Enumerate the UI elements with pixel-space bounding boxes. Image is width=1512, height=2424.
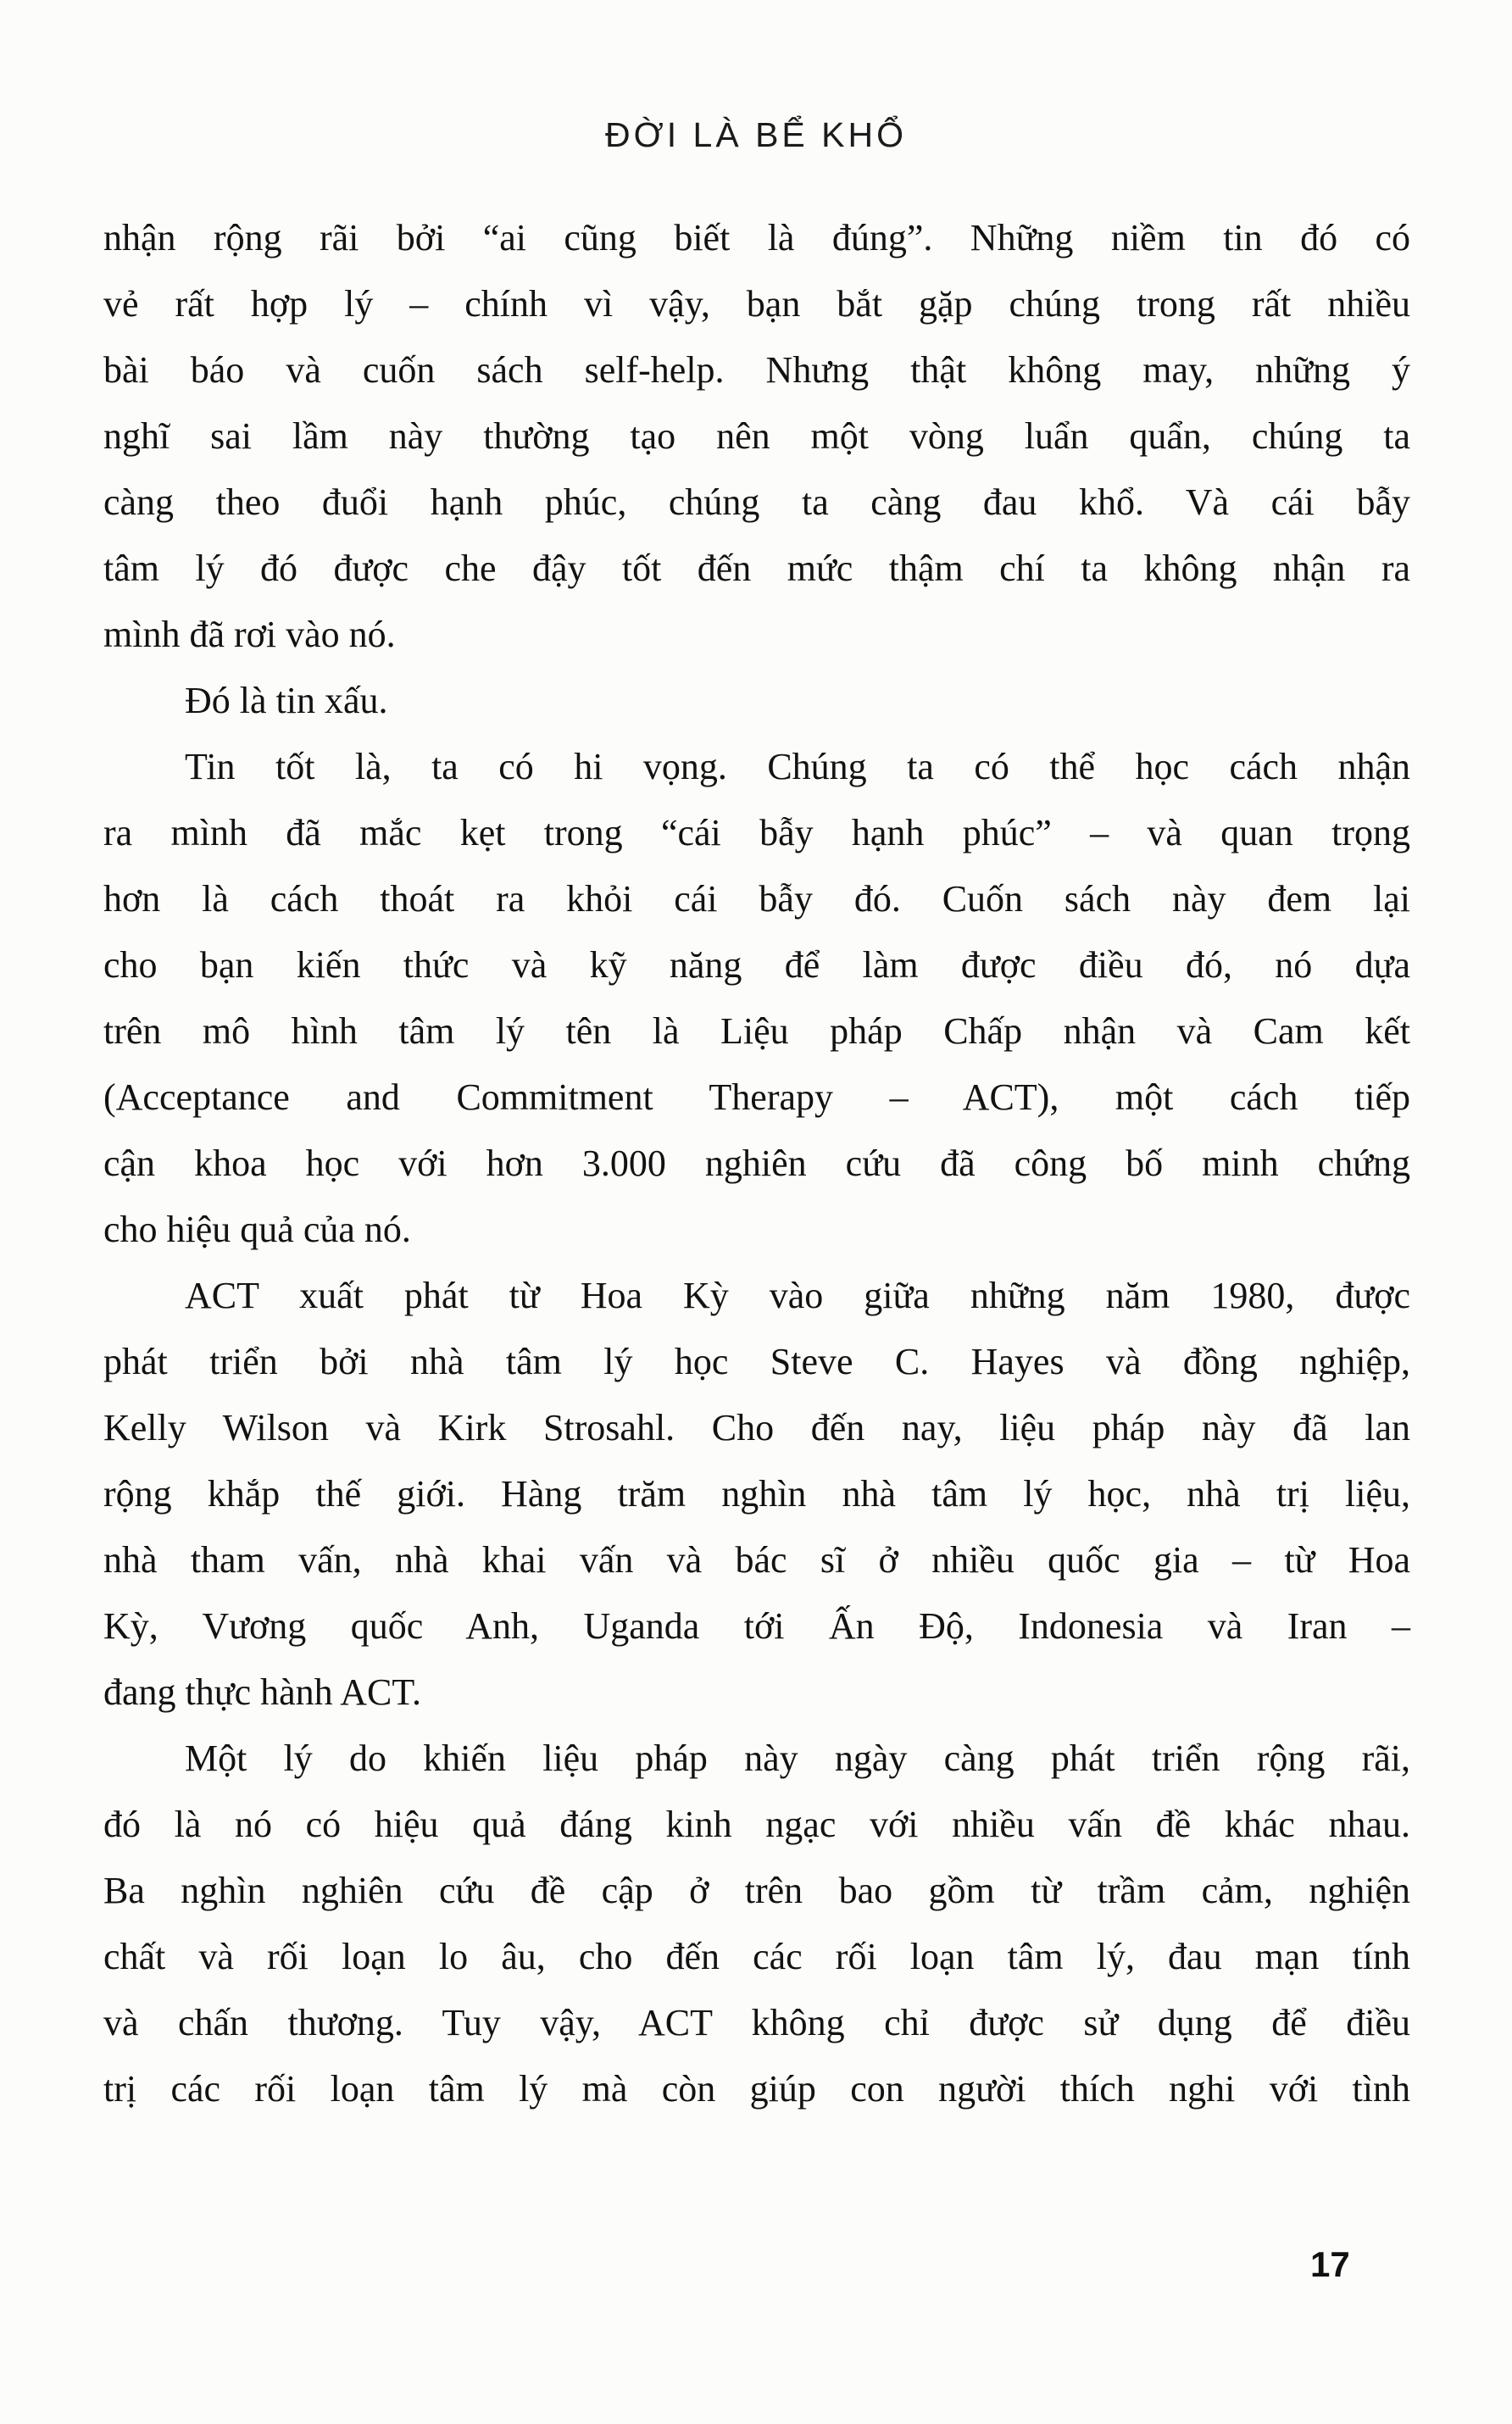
text-line: Kỳ, Vương quốc Anh, Uganda tới Ấn Độ, Indonesia và Iran –	[103, 1605, 1410, 1647]
text-line: (Acceptance and Commitment Therapy – ACT), một cách tiếp	[103, 1076, 1410, 1118]
text-line: Một lý do khiến liệu pháp này ngày càng phát triển rộng rãi,	[185, 1737, 1410, 1779]
text-line: đó là nó có hiệu quả đáng kinh ngạc với nhiều vấn đề khác nhau.	[103, 1804, 1410, 1845]
text-line: chất và rối loạn lo âu, cho đến các rối loạn tâm lý, đau mạn tính	[103, 1936, 1410, 1977]
text-line: hơn là cách thoát ra khỏi cái bẫy đó. Cuốn sách này đem lại	[103, 878, 1410, 920]
text-line: cho bạn kiến thức và kỹ năng để làm được điều đó, nó dựa	[103, 944, 1410, 986]
text-line: Tin tốt là, ta có hi vọng. Chúng ta có thể học cách nhận	[185, 746, 1410, 787]
text-line: tâm lý đó được che đậy tốt đến mức thậm chí ta không nhận ra	[103, 548, 1410, 589]
text-line: cận khoa học với hơn 3.000 nghiên cứu đã công bố minh chứng	[103, 1143, 1410, 1184]
text-line: mình đã rơi vào nó.	[103, 614, 396, 655]
text-line: Đó là tin xấu.	[185, 680, 388, 721]
text-line: ra mình đã mắc kẹt trong “cái bẫy hạnh phúc” – và quan trọng	[103, 812, 1410, 853]
text-line: Ba nghìn nghiên cứu đề cập ở trên bao gồm từ trầm cảm, nghiện	[103, 1870, 1410, 1911]
paragraph	[103, 1263, 1410, 1726]
page-number: 17	[1310, 2244, 1350, 2284]
text-line: và chấn thương. Tuy vậy, ACT không chỉ được sử dụng để điều	[103, 2002, 1410, 2043]
text-line: bài báo và cuốn sách self-help. Nhưng thật không may, những ý	[103, 349, 1410, 391]
text-line: trên mô hình tâm lý tên là Liệu pháp Chấp nhận và Cam kết	[103, 1010, 1410, 1052]
body-text	[103, 205, 1410, 2122]
paragraph	[103, 668, 1410, 734]
text-line: nghĩ sai lầm này thường tạo nên một vòng luẩn quẩn, chúng ta	[103, 415, 1410, 457]
paragraph	[103, 734, 1410, 1263]
text-line: nhận rộng rãi bởi “ai cũng biết là đúng”. Những niềm tin đó có	[103, 217, 1410, 259]
text-line: ACT xuất phát từ Hoa Kỳ vào giữa những năm 1980, được	[185, 1275, 1410, 1316]
text-line: nhà tham vấn, nhà khai vấn và bác sĩ ở nhiều quốc gia – từ Hoa	[103, 1539, 1410, 1581]
paragraph	[103, 1726, 1410, 2122]
text-line: càng theo đuổi hạnh phúc, chúng ta càng đau khổ. Và cái bẫy	[103, 481, 1410, 523]
text-line: phát triển bởi nhà tâm lý học Steve C. Hayes và đồng nghiệp,	[103, 1341, 1410, 1382]
running-header: ĐỜI LÀ BỂ KHỔ	[604, 115, 908, 154]
text-line: cho hiệu quả của nó.	[103, 1209, 411, 1250]
text-line: vẻ rất hợp lý – chính vì vậy, bạn bắt gặp chúng trong rất nhiều	[103, 283, 1410, 325]
text-line: rộng khắp thế giới. Hàng trăm nghìn nhà tâm lý học, nhà trị liệu,	[103, 1473, 1410, 1515]
paragraph	[103, 205, 1410, 668]
text-line: trị các rối loạn tâm lý mà còn giúp con người thích nghi với tình	[103, 2068, 1410, 2110]
text-line: đang thực hành ACT.	[103, 1671, 421, 1713]
text-line: Kelly Wilson và Kirk Strosahl. Cho đến nay, liệu pháp này đã lan	[103, 1407, 1410, 1448]
